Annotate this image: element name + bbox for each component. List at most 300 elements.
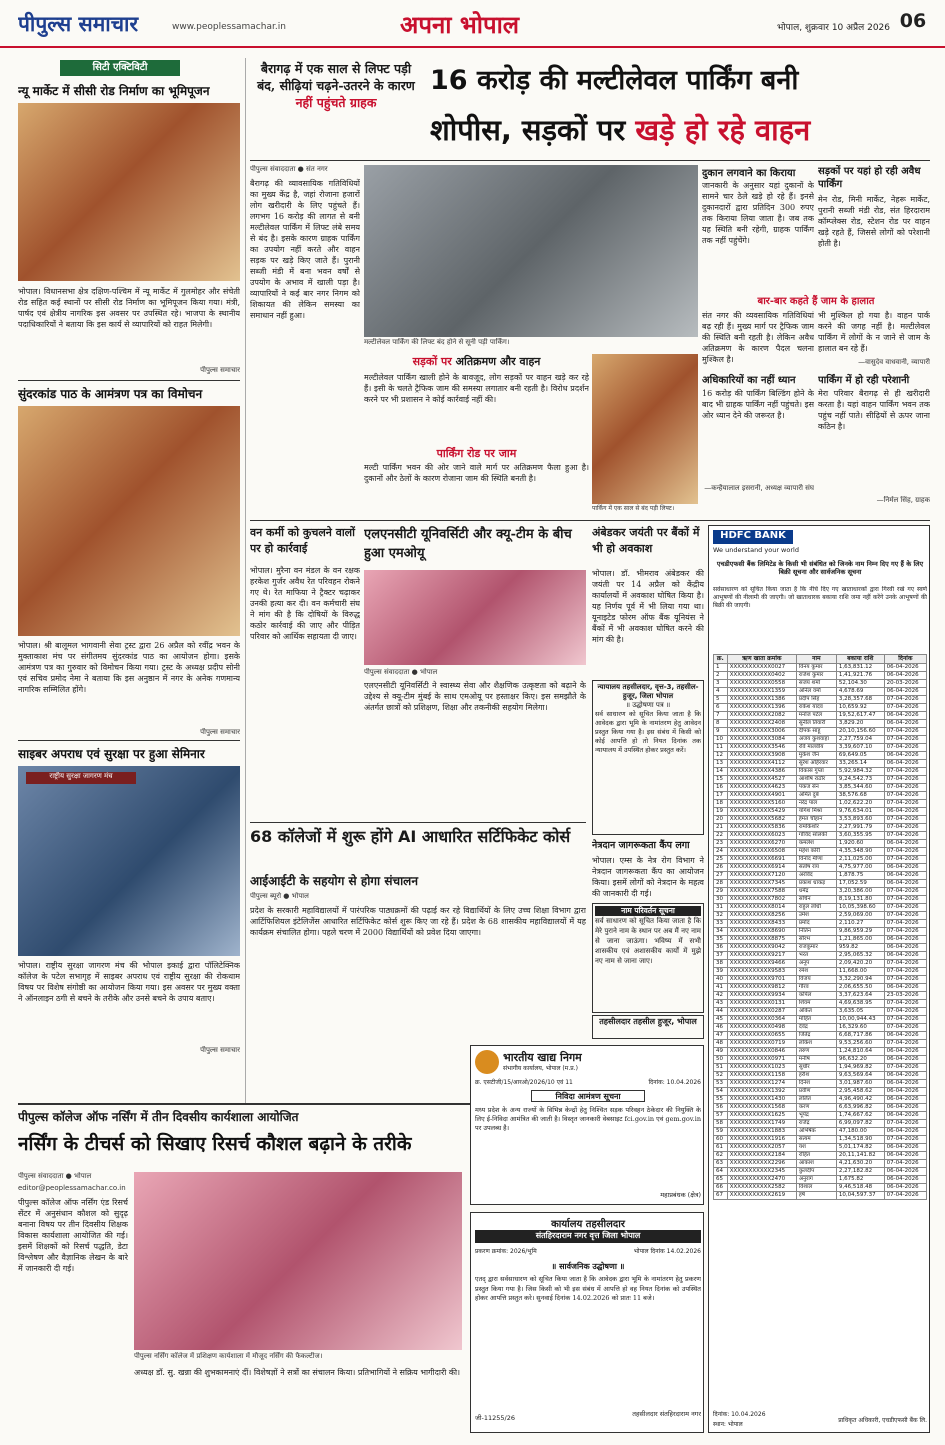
table-row — [714, 728, 927, 736]
table-cell: XXXXXXXXXXX0287 — [727, 1008, 796, 1016]
table-cell: 1,94,969.82 — [836, 1064, 884, 1072]
story-b-title: एलएनसीटी यूनिवर्सिटी और क्यू-टीम के बीच हुआ एमओयू — [364, 527, 572, 561]
table-cell: 8,19,131.80 — [836, 896, 884, 904]
table-cell: विजय — [796, 976, 836, 984]
table-cell: 3,39,607.10 — [836, 744, 884, 752]
table-cell: XXXXXXXXXXX8433 — [727, 920, 796, 928]
table-cell: 43 — [714, 1000, 728, 1008]
table-cell: 06-04-2026 — [884, 1104, 926, 1112]
table-cell: 66 — [714, 1184, 728, 1192]
table-cell: XXXXXXXXXXX9701 — [727, 976, 796, 984]
table-cell: XXXXXXXXXXX1158 — [727, 1072, 796, 1080]
table-cell: हर्ष — [796, 1192, 836, 1200]
park-by: —निर्मल सिंह, ग्राहक — [876, 496, 930, 504]
table-cell: 07-04-2026 — [884, 792, 926, 800]
table-cell: 33,265.14 — [836, 760, 884, 768]
story-e-body: भोपाल। एम्स के नेत्र रोग विभाग ने नेत्रदान जागरूकता कैंप का आयोजन किया। इसमें लोगों को नेत्रदान के महत्व की जानकारी दी गई। — [592, 856, 704, 898]
table-row — [714, 736, 927, 744]
table-row — [714, 896, 927, 904]
table-cell: 18 — [714, 800, 728, 808]
table-cell: विकास गुप्ता — [796, 768, 836, 776]
table-cell: राजकुमार — [796, 944, 836, 952]
table-row — [714, 936, 927, 944]
story2-title: सुंदरकांड पाठ के आमंत्रण पत्र का विमोचन — [18, 387, 203, 401]
table-cell: 57 — [714, 1112, 728, 1120]
table-cell: 07-04-2026 — [884, 1024, 926, 1032]
quote-2: भी मुश्किल हो गया है। वाहन पार्क करने की जगह नहीं है। मल्टीलेवल पार्किंग में लोगों के न जाने से जाम के हालात बन रहे हैं। — [818, 311, 930, 353]
table-row — [714, 840, 927, 848]
table-row — [714, 688, 927, 696]
table-row — [714, 824, 927, 832]
table-cell: 3,85,344.60 — [836, 784, 884, 792]
masthead-url: www.peoplessamachar.in — [172, 22, 286, 32]
table-cell: 07-04-2026 — [884, 800, 926, 808]
table-row — [714, 944, 927, 952]
city-activity-kicker: सिटी एक्टिविटी — [60, 60, 180, 76]
table-cell: XXXXXXXXXXX4623 — [727, 784, 796, 792]
table-cell: 10,05,398.60 — [836, 904, 884, 912]
table-cell: XXXXXXXXXXX9466 — [727, 960, 796, 968]
table-cell: 07-04-2026 — [884, 888, 926, 896]
table-cell: 1,21,865.00 — [836, 936, 884, 944]
table-cell: 4,96,490.42 — [836, 1096, 884, 1104]
table-cell: 56 — [714, 1104, 728, 1112]
lead-headline-2b: खड़े हो रहे वाहन — [635, 113, 811, 147]
table-cell: उमेश — [796, 912, 836, 920]
table-row — [714, 760, 927, 768]
table-cell: 07-04-2026 — [884, 736, 926, 744]
table-cell: 23 — [714, 840, 728, 848]
table-cell: 1,675.82 — [836, 1176, 884, 1184]
notice-tehsil-sub: ॥ उद्घोषणा पत्र ॥ — [625, 701, 671, 709]
table-cell: देवेंद्र — [796, 1024, 836, 1032]
table-cell: 10,659.92 — [836, 704, 884, 712]
table-cell: 9 — [714, 728, 728, 736]
table-cell: 45 — [714, 1016, 728, 1024]
table-cell: 15 — [714, 776, 728, 784]
hdfc-column-header: बकाया राशि — [836, 655, 884, 664]
table-cell: 06-04-2026 — [884, 944, 926, 952]
table-cell: 2,11,025.00 — [836, 856, 884, 864]
table-cell: सुरेश अहिरवार — [796, 760, 836, 768]
table-row — [714, 768, 927, 776]
table-cell: 64 — [714, 1168, 728, 1176]
table-cell: हरीश — [796, 1072, 836, 1080]
table-cell: 10,00,944.43 — [836, 1016, 884, 1024]
table-cell: 06-04-2026 — [884, 672, 926, 680]
table-cell: महेश कोरी — [796, 848, 836, 856]
table-cell: 11,668.00 — [836, 968, 884, 976]
table-row — [714, 1080, 927, 1088]
table-cell: XXXXXXXXXXX1274 — [727, 1080, 796, 1088]
table-cell: 38,576.68 — [836, 792, 884, 800]
table-row — [714, 1184, 927, 1192]
table-cell: 07-04-2026 — [884, 816, 926, 824]
table-cell: 9,24,542.73 — [836, 776, 884, 784]
hdfc-column-header: दिनांक — [884, 655, 926, 664]
table-cell: 3,37,623.64 — [836, 992, 884, 1000]
fci-date: दिनांक: 10.04.2026 — [648, 1079, 701, 1086]
table-cell: 59 — [714, 1128, 728, 1136]
table-cell: 06-04-2026 — [884, 840, 926, 848]
photo-lift — [592, 354, 698, 504]
table-cell: धर्मेंद्र — [796, 888, 836, 896]
table-cell: 06-04-2026 — [884, 1088, 926, 1096]
table-cell: 07-04-2026 — [884, 976, 926, 984]
table-cell: XXXXXXXXXXX9583 — [727, 968, 796, 976]
table-cell: XXXXXXXXXXX6508 — [727, 848, 796, 856]
table-cell: XXXXXXXXXXX0131 — [727, 1000, 796, 1008]
story-c-byline: पीपुल्स ब्यूरो ● भोपाल — [250, 892, 309, 900]
seminar-banner: राष्ट्रीय सुरक्षा जागरण मंच — [26, 772, 136, 784]
col-a-head: दुकान लगवाने का किराया — [702, 168, 796, 179]
table-cell: मुकेश जैन — [796, 752, 836, 760]
table-cell: XXXXXXXXXXX3908 — [727, 752, 796, 760]
table-cell: 25 — [714, 856, 728, 864]
table-cell: 42 — [714, 992, 728, 1000]
table-cell: गौरव — [796, 984, 836, 992]
table-row — [714, 712, 927, 720]
table-cell: XXXXXXXXXXX2582 — [727, 1184, 796, 1192]
table-cell: रोहित — [796, 1152, 836, 1160]
table-cell: तरुण — [796, 1048, 836, 1056]
table-cell: 3,32,290.94 — [836, 976, 884, 984]
hdfc-logo: HDFC BANK — [713, 530, 793, 544]
table-cell: 2,95,065.32 — [836, 952, 884, 960]
table-cell: 49 — [714, 1048, 728, 1056]
table-cell: 06-04-2026 — [884, 760, 926, 768]
table-row — [714, 928, 927, 936]
table-row — [714, 1088, 927, 1096]
off-head: अधिकारियों का नहीं ध्यान — [702, 375, 796, 386]
table-cell: 9,53,256.60 — [836, 1040, 884, 1048]
table-cell: 07-04-2026 — [884, 1192, 926, 1200]
table-cell: 10 — [714, 736, 728, 744]
table-cell: XXXXXXXXXXX6270 — [727, 840, 796, 848]
table-row — [714, 856, 927, 864]
story-e-title: नेत्रदान जागरूकता कैंप लगा — [592, 840, 690, 851]
table-cell: 14 — [714, 768, 728, 776]
table-cell: 36 — [714, 944, 728, 952]
tehsil2-footer-right: तहसीलदार संतहिरदाराम नगर — [632, 1410, 701, 1418]
fci-addr: संभागीय कार्यालय, भोपाल (म.प्र.) — [503, 1065, 578, 1072]
story-d-title: अंबेडकर जयंती पर बैंकों में भी हो अवकाश — [592, 526, 700, 555]
table-row — [714, 808, 927, 816]
quote-1-by: —कन्हैयालाल इसरानी, अध्यक्ष व्यापारी संघ — [704, 484, 814, 492]
table-cell: 2,59,069.00 — [836, 912, 884, 920]
table-cell: 06-04-2026 — [884, 1152, 926, 1160]
table-cell: प्रदीप सिंह — [796, 696, 836, 704]
masthead-logo: पीपुल्स समाचार — [18, 12, 139, 36]
table-cell: ललित — [796, 1096, 836, 1104]
table-cell: राजेंद्र — [796, 1120, 836, 1128]
table-cell: 2,06,655.50 — [836, 984, 884, 992]
table-row — [714, 696, 927, 704]
table-cell: 06-04-2026 — [884, 1056, 926, 1064]
table-cell: 58 — [714, 1120, 728, 1128]
table-cell: 33 — [714, 920, 728, 928]
table-cell: XXXXXXXXXXX1625 — [727, 1112, 796, 1120]
table-cell: 32 — [714, 912, 728, 920]
table-row — [714, 800, 927, 808]
table-cell: 38 — [714, 960, 728, 968]
table-cell: 07-04-2026 — [884, 904, 926, 912]
table-cell: XXXXXXXXXXX8256 — [727, 912, 796, 920]
table-cell: 1,34,518.90 — [836, 1136, 884, 1144]
table-row — [714, 1040, 927, 1048]
tehsil2-head: ॥ सार्वजनिक उद्घोषणा ॥ — [551, 1262, 625, 1271]
table-cell: 07-04-2026 — [884, 1136, 926, 1144]
table-cell: 20 — [714, 816, 728, 824]
table-cell: 07-04-2026 — [884, 920, 926, 928]
table-row — [714, 704, 927, 712]
table-row — [714, 832, 927, 840]
table-cell: 3,01,987.60 — [836, 1080, 884, 1088]
table-row — [714, 744, 927, 752]
table-cell: 19 — [714, 808, 728, 816]
table-cell: 69,649.05 — [836, 752, 884, 760]
table-cell: विनय कुमार — [796, 664, 836, 672]
table-cell: 06-04-2026 — [884, 1032, 926, 1040]
fci-title: निविदा आमंत्रण सूचना — [531, 1090, 645, 1102]
table-cell: सुनील तिवारी — [796, 720, 836, 728]
table-cell: विशाल — [796, 1184, 836, 1192]
table-cell: 06-04-2026 — [884, 952, 926, 960]
photo-sundarkand — [18, 406, 240, 636]
off-body: 16 करोड़ की पार्किंग बिल्डिंग होने के बाद भी ग्राहक पार्किंग नहीं पहुंचते। इस ओर ध्यान देने की जरूरत है। — [702, 389, 814, 420]
section-title: अपना भोपाल — [400, 11, 520, 39]
table-row — [714, 816, 927, 824]
table-cell: 24 — [714, 848, 728, 856]
table-cell: अमित दुबे — [796, 792, 836, 800]
hdfc-tagline: We understand your world — [713, 546, 799, 554]
table-cell: राकेश यादव — [796, 704, 836, 712]
table-cell: XXXXXXXXXXX5836 — [727, 824, 796, 832]
table-cell: 07-04-2026 — [884, 1064, 926, 1072]
table-cell: 5 — [714, 696, 728, 704]
fci-ref: क्र. एसटीजी/15/आरओ/2026/10 एवं 11 — [475, 1079, 573, 1086]
table-cell: 07-04-2026 — [884, 912, 926, 920]
table-cell: 27 — [714, 872, 728, 880]
nursing-byline: पीपुल्स संवाददाता ● भोपाल — [18, 1172, 92, 1180]
table-cell: 39 — [714, 968, 728, 976]
table-cell: 07-04-2026 — [884, 1120, 926, 1128]
table-cell: 07-04-2026 — [884, 1016, 926, 1024]
table-cell: XXXXXXXXXXX2296 — [727, 1160, 796, 1168]
table-cell: XXXXXXXXXXX4112 — [727, 760, 796, 768]
table-cell: मनोज पटेल — [796, 712, 836, 720]
table-cell: 44 — [714, 1008, 728, 1016]
table-cell: 2,27,991.79 — [836, 824, 884, 832]
hdfc-table-header — [714, 655, 927, 664]
table-cell: 53 — [714, 1080, 728, 1088]
lead-headline-2a: शोपीस, सड़कों पर — [430, 113, 636, 147]
table-cell: 60 — [714, 1136, 728, 1144]
table-cell: जितेंद्र — [796, 1032, 836, 1040]
sub-body: मल्टीलेवल पार्किंग खाली होने के बावजूद, लोग सड़कों पर वाहन खड़े कर रहे हैं। इसी के चलते ट्रैफिक जाम की समस्या लगातार बनी रहती है। विरोध प्रदर्शन करने पर भी प्रशासन ने कोई कार्रवाई नहीं की। — [364, 373, 589, 404]
table-cell: 47 — [714, 1032, 728, 1040]
hdfc-table — [713, 654, 927, 1406]
table-cell: 20-03-2026 — [884, 680, 926, 688]
table-cell: 06-04-2026 — [884, 712, 926, 720]
table-cell: 1 — [714, 664, 728, 672]
table-cell: राजेश कुमार — [796, 672, 836, 680]
lead-byline: पीपुल्स संवाददाता ● संत नगर — [250, 165, 328, 173]
table-cell: 4,678.69 — [836, 688, 884, 696]
table-cell: 4 — [714, 688, 728, 696]
table-cell: 3,53,893.60 — [836, 816, 884, 824]
table-cell: 4,35,348.90 — [836, 848, 884, 856]
story3-body: भोपाल। राष्ट्रीय सुरक्षा जागरण मंच की भोपाल इकाई द्वारा पॉलिटेक्निक कॉलेज के पटेल सभागृह में साइबर अपराध एवं राष्ट्रीय सुरक्षा की रोकथाम विषय पर विशेष संगोष्ठी का आयोजन किया गया। इस अवसर पर मुख्य वक्ता ने ऑनलाइन ठगी से बचने के तरीके और उनसे बचने के उपाय बताए। — [18, 961, 240, 1003]
table-cell: 4,75,977.00 — [836, 864, 884, 872]
hdfc-table-body — [714, 664, 927, 1200]
table-cell: पंकज सेन — [796, 784, 836, 792]
table-row — [714, 1176, 927, 1184]
story-b-byline: पीपुल्स संवाददाता ● भोपाल — [364, 668, 438, 676]
table-cell: 07-04-2026 — [884, 928, 926, 936]
table-cell: 6,63,996.82 — [836, 1104, 884, 1112]
table-cell: XXXXXXXXXXX0498 — [727, 1024, 796, 1032]
nursing-body: पीपुल्स कॉलेज ऑफ नर्सिंग एंड रिसर्च सेंटर में अनुसंधान कौशल को सुदृढ़ बनाना विषय पर तीन दिवसीय शिक्षक विकास कार्यशाला आयोजित की गई। इसमें शिक्षकों को रिसर्च पद्धति, डेटा विश्लेषण और वैज्ञानिक लेखन के बारे में जानकारी दी गई। — [18, 1198, 128, 1273]
table-cell: 11 — [714, 744, 728, 752]
table-cell: 62 — [714, 1152, 728, 1160]
tehsil2-case: प्रकरण क्रमांक: 2026/भूमि — [475, 1248, 537, 1255]
table-cell: अंकित — [796, 1008, 836, 1016]
story2-body: भोपाल। श्री बालूमल भागवानी सेवा ट्रस्ट द्वारा 26 अप्रैल को रवींद्र भवन के मुक्ताकाश मंच पर संगीतमय सुंदरकांड पाठ का आयोजन होगा। इसके आमंत्रण पत्र का गुरुवार को विमोचन किया गया। ट्रस्ट के अध्यक्ष प्रदीप सोनी एवं सचिव प्रमोद नेमा ने बताया कि इस अनुष्ठान में नगर के अनेक गणमान्य नागरिक सम्मिलित होंगे। — [18, 641, 240, 694]
table-row — [714, 880, 927, 888]
table-row — [714, 1128, 927, 1136]
table-cell: 54 — [714, 1088, 728, 1096]
table-cell: 06-04-2026 — [884, 1144, 926, 1152]
divider — [250, 822, 586, 823]
table-cell: 7 — [714, 712, 728, 720]
table-cell: 07-04-2026 — [884, 1040, 926, 1048]
table-cell: XXXXXXXXXXX0655 — [727, 1032, 796, 1040]
table-cell: 63 — [714, 1160, 728, 1168]
table-cell: 3,635.05 — [836, 1008, 884, 1016]
table-cell: XXXXXXXXXXX1396 — [727, 704, 796, 712]
table-cell: XXXXXXXXXXX6023 — [727, 832, 796, 840]
photo-seminar — [18, 766, 240, 956]
story1-title: न्यू मार्केट में सीसी रोड निर्माण का भूमिपूजन — [18, 84, 210, 98]
table-cell: 06-04-2026 — [884, 1184, 926, 1192]
table-cell: XXXXXXXXXXX1359 — [727, 688, 796, 696]
table-cell: 2 — [714, 672, 728, 680]
table-cell: 06-04-2026 — [884, 984, 926, 992]
table-cell: 67 — [714, 1192, 728, 1200]
table-cell: 07-04-2026 — [884, 832, 926, 840]
table-cell: प्रमोद — [796, 920, 836, 928]
table-cell: XXXXXXXXXXX1749 — [727, 1120, 796, 1128]
photo-mou — [364, 570, 586, 665]
table-row — [714, 864, 927, 872]
hdfc-ad — [708, 525, 930, 1433]
table-cell: XXXXXXXXXXX5429 — [727, 808, 796, 816]
table-row — [714, 976, 927, 984]
table-cell: 9,76,634.01 — [836, 808, 884, 816]
table-row — [714, 912, 927, 920]
table-cell: 06-04-2026 — [884, 1112, 926, 1120]
table-cell: XXXXXXXXXXX5160 — [727, 800, 796, 808]
table-cell: XXXXXXXXXXX7120 — [727, 872, 796, 880]
table-cell: 959.82 — [836, 944, 884, 952]
table-cell: दिनेश — [796, 1080, 836, 1088]
quote-2-by: —वासुदेव वाधवानी, व्यापारी — [858, 358, 930, 366]
table-row — [714, 1120, 927, 1128]
sub-head-a: सड़कों पर — [412, 355, 456, 368]
table-cell: XXXXXXXXXXX0971 — [727, 1056, 796, 1064]
table-row — [714, 920, 927, 928]
table-cell: 06-04-2026 — [884, 752, 926, 760]
table-cell: 07-04-2026 — [884, 968, 926, 976]
table-cell: XXXXXXXXXXX7802 — [727, 896, 796, 904]
table-cell: 31 — [714, 904, 728, 912]
col-b-body: मेन रोड, मिनी मार्केट, नेहरू मार्केट, पुरानी सब्जी मंडी रोड, संत हिरदाराम कॉम्प्लेक्स रोड, स्टेशन रोड पर वाहन खड़े रहते हैं, जिससे लोगों को परेशानी होती है। — [818, 195, 930, 248]
table-cell: XXXXXXXXXXX1568 — [727, 1104, 796, 1112]
story-d-body: भोपाल। डॉ. भीमराव अंबेडकर की जयंती पर 14 अप्रैल को केंद्रीय कार्यालयों में अवकाश घोषित किया है। यह निर्णय पूर्व में भी लिया गया था। यूनाइटेड फोरम ऑफ बैंक यूनियंस ने बैंकों में भी अवकाश घोषित करने की मांग की है। — [592, 569, 704, 644]
table-cell: 06-04-2026 — [884, 1048, 926, 1056]
table-row — [714, 1056, 927, 1064]
table-cell: दीपक साहू — [796, 728, 836, 736]
table-cell: 28 — [714, 880, 728, 888]
table-cell: XXXXXXXXXXX9217 — [727, 952, 796, 960]
table-cell: XXXXXXXXXXX5682 — [727, 816, 796, 824]
table-row — [714, 904, 927, 912]
table-cell: 1,74,667.62 — [836, 1112, 884, 1120]
story-a-title: वन कर्मी को कुचलने वालों पर हो कार्रवाई — [250, 526, 355, 555]
table-cell: 07-04-2026 — [884, 960, 926, 968]
table-cell: 20,10,156.60 — [836, 728, 884, 736]
table-cell: सुधीर — [796, 1064, 836, 1072]
table-cell: 55 — [714, 1096, 728, 1104]
table-cell: 96,632.20 — [836, 1056, 884, 1064]
story-a-body: भोपाल। मुरैना वन मंडल के वन रक्षक हरकेश गुर्जर अवैध रेत परिवहन रोकने गए थे। रेत माफिया ने ट्रैक्टर चढ़ाकर उनकी हत्या कर दी। वन कर्मचारी संघ ने मांग की है कि दोषियों के विरुद्ध कठोर कार्रवाई की जाए और पीड़ित परिवार को आर्थिक सहायता दी जाए। — [250, 566, 360, 641]
table-cell: विनोद मीणा — [796, 856, 836, 864]
table-row — [714, 992, 927, 1000]
hdfc-column-header: नाम — [796, 655, 836, 664]
table-cell: 23-03-2026 — [884, 992, 926, 1000]
table-cell: XXXXXXXXXXX2408 — [727, 720, 796, 728]
story-c-body: प्रदेश के सरकारी महाविद्यालयों में पारंपरिक पाठ्यक्रमों की पढ़ाई कर रहे विद्यार्थियों के लिए उच्च शिक्षा विभाग द्वारा आर्टिफिशियल इंटेलिजेंस आधारित सर्टिफिकेट कोर्स शुरू किए जा रहे हैं। प्रदेश के 68 शासकीय महाविद्यालयों में यह कार्यक्रम संचालित होगा। पहले चरण में 2000 विद्यार्थियों को प्रवेश दिया जाएगा। — [250, 906, 586, 937]
table-cell: 16,329.60 — [836, 1024, 884, 1032]
bar-head: बार-बार कहते हैं जाम के हालात — [757, 296, 875, 307]
quote-1: संत नगर की व्यवसायिक गतिविधियां बढ़ रही हैं। मुख्य मार्ग पर ट्रैफिक जाम की स्थिति बनी रहती है। लेकिन अवैध अतिक्रमण के कारण पैदल चलना मुश्किल है। — [702, 311, 814, 364]
table-row — [714, 792, 927, 800]
table-cell: 10,04,597.37 — [836, 1192, 884, 1200]
table-cell: रमेश — [796, 968, 836, 976]
table-cell: XXXXXXXXXXX0027 — [727, 664, 796, 672]
table-cell: XXXXXXXXXXX4386 — [727, 768, 796, 776]
table-cell: 07-04-2026 — [884, 1008, 926, 1016]
lead-side-head-b: नहीं पहुंचते ग्राहक — [295, 95, 377, 110]
table-cell: XXXXXXXXXXX1386 — [727, 696, 796, 704]
notice-tehsil-footer: तहसीलदार तहसील हुजूर, भोपाल — [592, 1015, 704, 1039]
table-cell: मनीष — [796, 1056, 836, 1064]
table-cell: 1,63,831.12 — [836, 664, 884, 672]
park-head: पार्किंग में हो रही परेशानी — [818, 375, 910, 386]
table-row — [714, 960, 927, 968]
table-cell: 3,60,355.95 — [836, 832, 884, 840]
table-cell: 47,180.00 — [836, 1128, 884, 1136]
lead-side-head-a: बैरागढ़ में एक साल से लिफ्ट पड़ी बंद, सीढ़ियां चढ़ने-उतरने के कारण — [257, 61, 415, 93]
fci-sign: महाप्रबंधक (क्षेत्र) — [660, 1191, 701, 1199]
table-cell: 1,41,921.76 — [836, 672, 884, 680]
table-cell: रामकिशोर — [796, 824, 836, 832]
story-b-body: एलएनसीटी यूनिवर्सिटी ने स्वास्थ्य सेवा और शैक्षणिक उत्कृष्टता को बढ़ाने के उद्देश्य से क्यू-टीम मुंबई के साथ एमओयू पर हस्ताक्षर किए। इस समझौते के अंतर्गत छात्रों को प्रशिक्षण, शिक्षा और तकनीकी सहयोग मिलेगा। — [364, 681, 586, 712]
table-cell: संजय शर्मा — [796, 680, 836, 688]
table-cell: 61 — [714, 1144, 728, 1152]
table-cell: अभिषेक — [796, 1128, 836, 1136]
